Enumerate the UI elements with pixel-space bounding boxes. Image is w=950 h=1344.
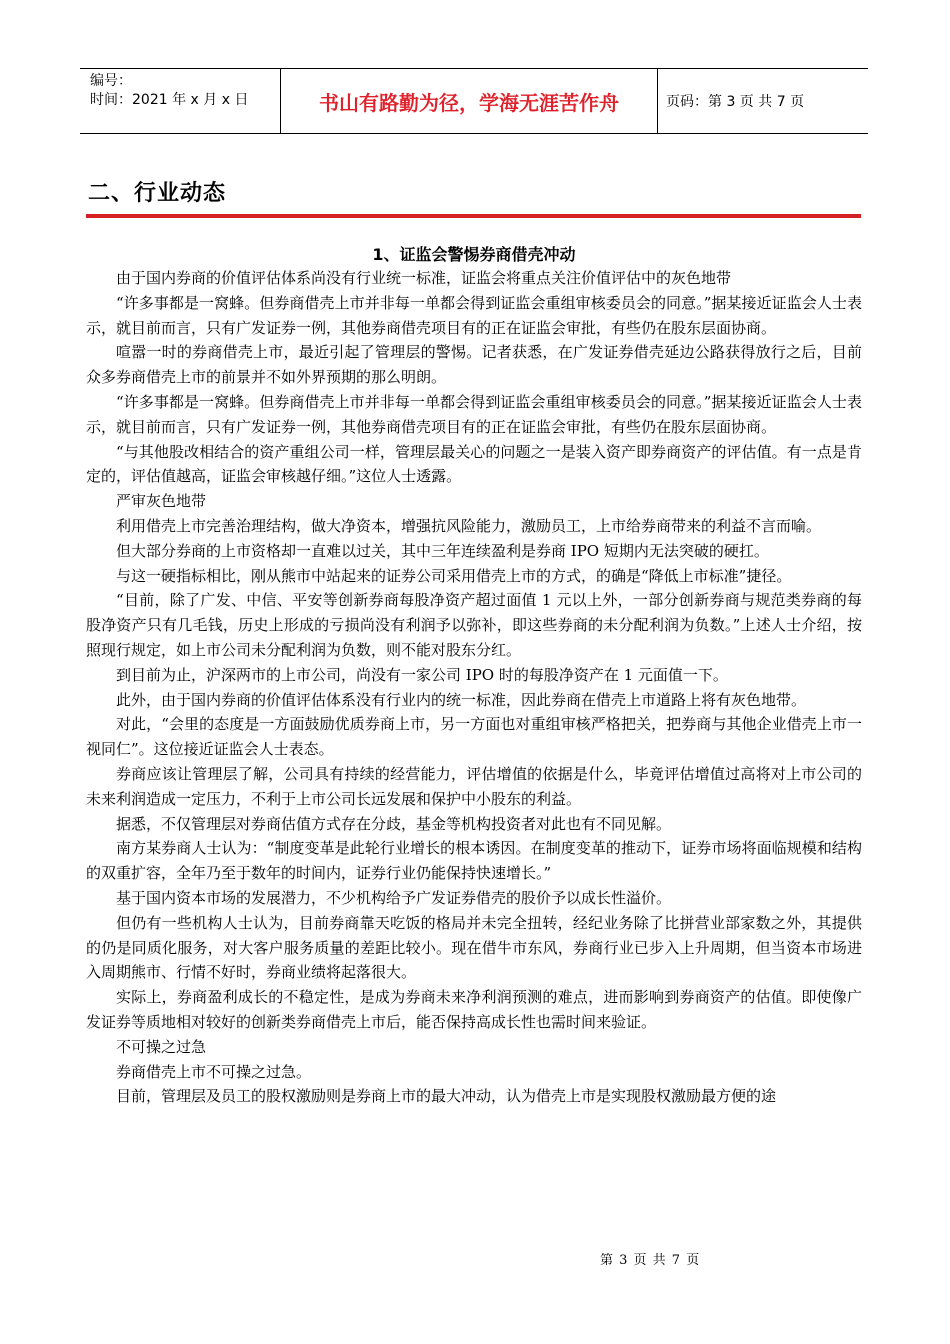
paragraph: 喧嚣一时的券商借壳上市，最近引起了管理层的警惕。记者获悉，在广发证券借壳延边公路获得放行之后，目前众多券商借壳上市的前景并不如外界预期的那么明朗。 bbox=[86, 343, 862, 387]
header-page-info: 页码：第 3 页 共 7 页 bbox=[666, 94, 805, 110]
paragraph: 由于国内券商的价值评估体系尚没有行业统一标准，证监会将重点关注价值评估中的灰色地带 bbox=[116, 269, 732, 287]
subheading: 不可操之过急 bbox=[116, 1037, 207, 1056]
paragraph: “许多事都是一窝蜂。但券商借壳上市并非每一单都会得到证监会重组审核委员会的同意。”据某接近证监会人士表示，就目前而言，只有广发证券一例，其他券商借壳项目有的正在证监会审批，有些仍在股东层面协商。 bbox=[86, 392, 862, 436]
article-body bbox=[86, 266, 862, 1109]
section-title: 二、行业动态 bbox=[88, 181, 227, 206]
page-footer: 第 3 页 共 7 页 bbox=[600, 1253, 701, 1268]
paragraph: 对此，“会里的态度是一方面鼓励优质券商上市，另一方面也对重组审核严格把关，把券商与其他企业借壳上市一视同仁”。这位接近证监会人士表态。 bbox=[86, 715, 862, 759]
paragraph: 此外，由于国内券商的价值评估体系没有行业内的统一标准，因此券商在借壳上市道路上将有灰色地带。 bbox=[116, 690, 807, 709]
header-motto: 书山有路勤为径，学海无涯苦作舟 bbox=[280, 69, 658, 133]
paragraph: 目前，管理层及员工的股权激励则是券商上市的最大冲动，认为借壳上市是实现股权激励最方便的途 bbox=[116, 1087, 777, 1106]
page-header bbox=[80, 68, 868, 134]
paragraph: 到目前为止，沪深两市的上市公司，尚没有一家公司 IPO 时的每股净资产在 1 元面值一下。 bbox=[116, 665, 728, 684]
paragraph: 券商应该让管理层了解，公司具有持续的经营能力，评估增值的依据是什么，毕竟评估增值过高将对上市公司的未来利润造成一定压力，不利于上市公司长远发展和保护中小股东的利益。 bbox=[86, 764, 862, 808]
paragraph: “目前，除了广发、中信、平安等创新券商每股净资产超过面值 1 元以上外，一部分创新券商与规范类券商的每股净资产只有几毛钱，历史上形成的亏损尚没有利润予以弥补，即这些券商的未分配利润为负数。”上述人士介绍，按照现行规定，如上市公司未分配利润为负数，则不能对股东分红。 bbox=[86, 591, 862, 659]
document-time: 时间：2021 年 x 月 x 日 bbox=[90, 92, 249, 108]
paragraph: “与其他股改相结合的资产重组公司一样，管理层最关心的问题之一是装入资产即券商资产的评估值。有一点是肯定的，评估值越高，证监会审核越仔细。”这位人士透露。 bbox=[86, 442, 862, 486]
document-number: 编号： bbox=[90, 73, 132, 89]
section-divider bbox=[86, 214, 861, 218]
paragraph: 实际上，券商盈利成长的不稳定性，是成为券商未来净利润预测的难点，进而影响到券商资产的估值。即使像广发证券等质地相对较好的创新类券商借壳上市后，能否保持高成长性也需时间来验证。 bbox=[86, 988, 862, 1031]
subheading: 严审灰色地带 bbox=[116, 492, 207, 511]
paragraph: 但仍有一些机构人士认为，目前券商靠天吃饭的格局并未完全扭转，经纪业务除了比拼营业部家数之外，其提供的仍是同质化服务，对大客户服务质量的差距比较小。现在借牛市东风，券商行业已步入上升周期，但当资本市场进入周期熊市、行情不好时，券商业绩将起落很大。 bbox=[86, 913, 862, 982]
paragraph: 据悉，不仅管理层对券商估值方式存在分歧，基金等机构投资者对此也有不同见解。 bbox=[116, 814, 672, 833]
header-meta bbox=[80, 69, 280, 133]
paragraph: 券商借壳上市不可操之过急。 bbox=[116, 1062, 312, 1081]
paragraph: 基于国内资本市场的发展潜力，不少机构给予广发证券借壳的股价予以成长性溢价。 bbox=[116, 888, 672, 907]
paragraph: “许多事都是一窝蜂。但券商借壳上市并非每一单都会得到证监会重组审核委员会的同意。”据某接近证监会人士表示，就目前而言，只有广发证券一例，其他券商借壳项目有的正在证监会审批，有些仍在股东层面协商。 bbox=[86, 293, 862, 337]
paragraph: 利用借壳上市完善治理结构，做大净资本，增强抗风险能力，激励员工，上市给券商带来的利益不言而喻。 bbox=[116, 516, 822, 535]
article-title: 1、证监会警惕券商借壳冲动 bbox=[372, 245, 576, 264]
paragraph: 但大部分券商的上市资格却一直难以过关，其中三年连续盈利是券商 IPO 短期内无法突破的硬扛。 bbox=[116, 541, 769, 560]
paragraph: 与这一硬指标相比，刚从熊市中站起来的证券公司采用借壳上市的方式，的确是“降低上市标准”捷径。 bbox=[116, 566, 792, 585]
paragraph: 南方某券商人士认为：“制度变革是此轮行业增长的根本诱因。在制度变革的推动下，证券市场将面临规模和结构的双重扩容，全年乃至于数年的时间内，证券行业仍能保持快速增长。” bbox=[86, 839, 862, 883]
